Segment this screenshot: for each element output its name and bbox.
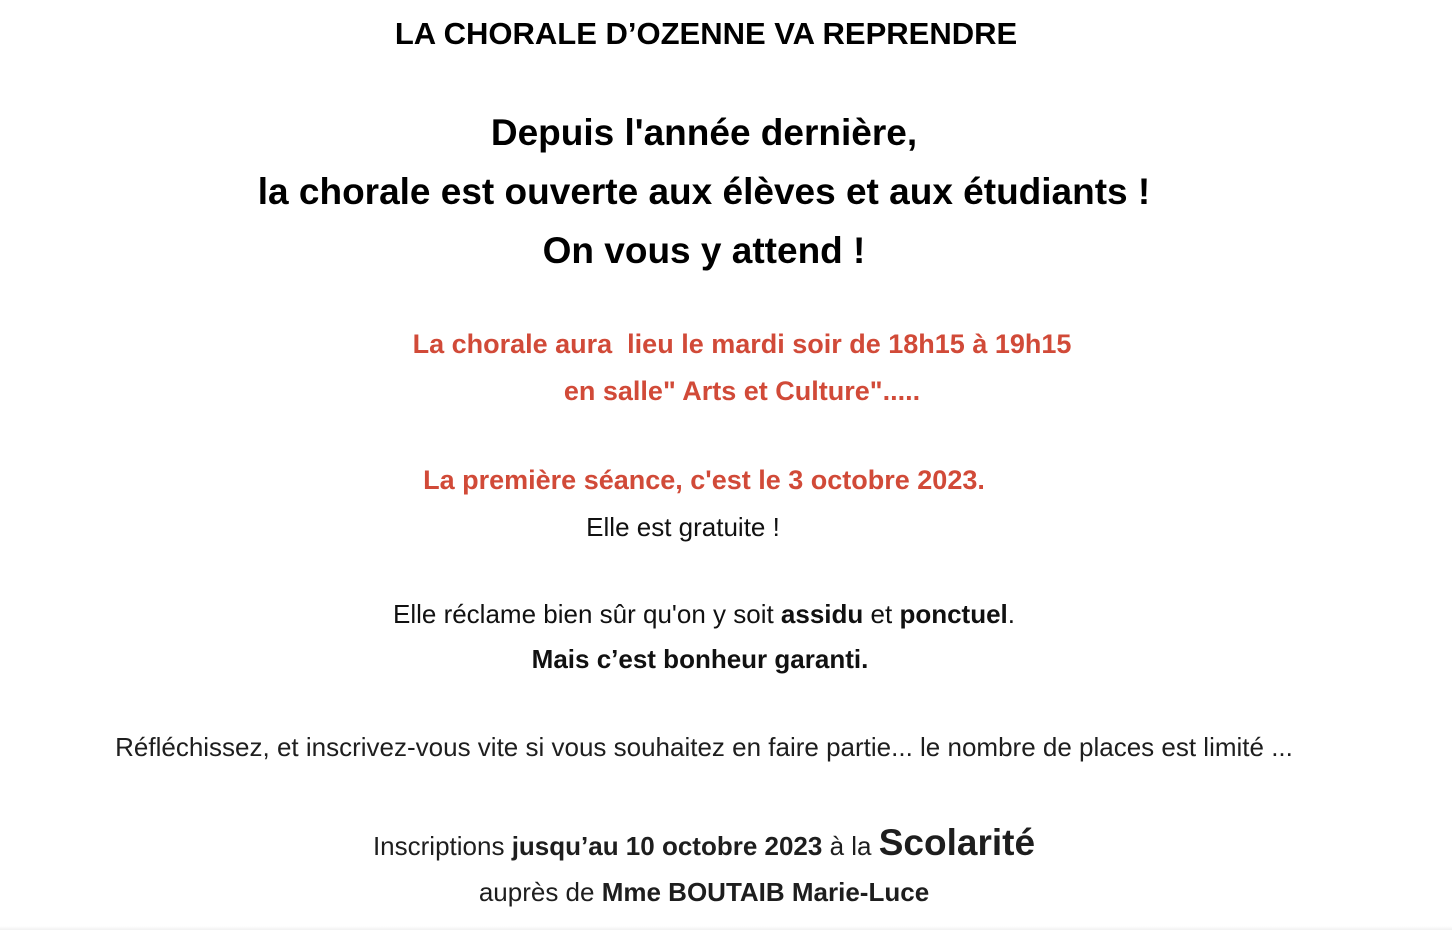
contact-prefix: auprès de: [478, 877, 602, 907]
registration-line: [0, 822, 1430, 864]
page-title: LA CHORALE D’OZENNE VA REPRENDRE: [394, 16, 1018, 51]
registration-middle: à la: [822, 831, 879, 861]
contact-name: Mme BOUTAIB Marie-Luce: [601, 877, 930, 907]
requirement-assidu: assidu: [780, 599, 864, 629]
requirement-before: Elle réclame bien sûr qu'on y soit: [392, 599, 781, 629]
schedule-room: en salle" Arts et Culture".....: [563, 376, 921, 406]
requirement-after: .: [1007, 599, 1016, 629]
schedule-time: La chorale aura lieu le mardi soir de 18h15 à 19h15: [412, 329, 1072, 359]
headline-line-1: Depuis l'année dernière,: [490, 112, 918, 153]
contact-line: [0, 877, 1430, 908]
registration-deadline: jusqu’au 10 octobre 2023: [511, 831, 823, 861]
headline-line-3: On vous y attend !: [542, 230, 866, 271]
registration-prefix: Inscriptions: [372, 831, 512, 861]
free-notice: Elle est gratuite !: [586, 512, 780, 542]
page-bottom-edge: [0, 926, 1452, 930]
requirement-middle: et: [863, 599, 900, 629]
promise-text: Mais c’est bonheur garanti.: [531, 644, 869, 674]
call-to-action: Réfléchissez, et inscrivez-vous vite si vous souhaitez en faire partie... le nombre de places est limité ...: [115, 732, 1293, 762]
headline-line-2: la chorale est ouverte aux élèves et aux étudiants !: [257, 171, 1151, 212]
requirement-text: [0, 599, 1430, 630]
registration-office: Scolarité: [878, 822, 1036, 863]
requirement-ponctuel: ponctuel: [899, 599, 1008, 629]
first-session-date: La première séance, c'est le 3 octobre 2023.: [423, 465, 985, 495]
